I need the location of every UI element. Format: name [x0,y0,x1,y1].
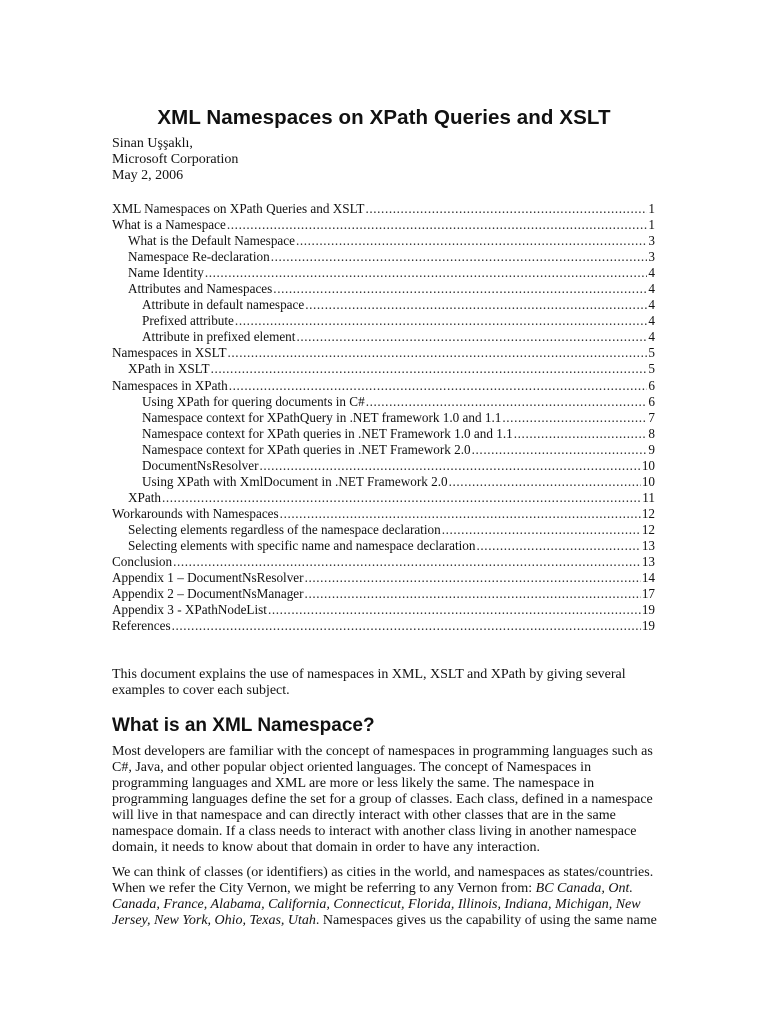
toc-entry-title: Namespace Re-declaration [128,249,270,265]
toc-entry[interactable] [112,522,655,538]
toc-entry-title: XPath [128,489,161,505]
toc-entry-title: Namespace context for XPathQuery in .NET framework 1.0 and 1.1 [142,409,502,425]
toc-entry-title: Appendix 2 – DocumentNsManager [112,586,304,602]
toc-entry[interactable] [112,329,655,345]
toc-page-number: 10 [641,457,655,473]
toc-dot-leader [305,570,641,586]
toc-page-number: 11 [642,489,655,505]
toc-entry[interactable] [112,297,655,313]
paragraph-line: Most developers are familiar with the concept of namespaces in programming languages such as [112,744,653,759]
paragraph-line: C#, Java, and other popular object oriented languages. The concept of Namespaces in [112,760,592,775]
toc-entry-title: Selecting elements regardless of the namespace declaration [128,521,441,537]
toc-entry-title: Workarounds with Namespaces [112,505,279,521]
toc-entry[interactable] [112,361,655,377]
toc-entry-title: Conclusion [112,554,173,570]
toc-entry-title: Prefixed attribute [142,313,234,329]
toc-entry[interactable] [112,554,655,570]
toc-entry-title: Selecting elements with specific name and namespace declaration [128,537,476,553]
toc-dot-leader [205,265,648,281]
toc-page-number: 19 [641,618,655,634]
toc-entry[interactable] [112,378,655,394]
toc-page-number: 6 [648,393,655,409]
toc-dot-leader [268,602,641,618]
place-list-italic: Canada, France, Alabama, California, Connecticut, Florida, Illinois, Indiana, Michigan, New [112,897,641,912]
toc-entry[interactable] [112,570,655,586]
toc-page-number: 5 [648,361,655,377]
toc-entry-title: Attribute in default namespace [142,297,305,313]
toc-page-number: 8 [648,425,655,441]
document-date: May 2, 2006 [112,168,184,183]
paragraph-line [112,881,658,897]
toc-page-number: 3 [648,233,655,249]
toc-entry[interactable] [112,345,655,361]
toc-dot-leader [273,281,647,297]
toc-dot-leader [365,201,647,217]
toc-dot-leader [172,618,641,634]
toc-page-number: 12 [641,505,655,521]
toc-page-number: 13 [641,554,655,570]
toc-entry[interactable] [112,506,655,522]
toc-page-number: 6 [648,377,655,393]
toc-entry-title: Namespace context for XPath queries in .NET Framework 2.0 [142,441,471,457]
toc-entry[interactable] [112,265,655,281]
toc-entry[interactable] [112,410,655,426]
toc-dot-leader [514,426,648,442]
toc-dot-leader [235,313,647,329]
toc-dot-leader [162,490,641,506]
toc-page-number: 4 [648,281,655,297]
toc-dot-leader [211,361,648,377]
toc-entry[interactable] [112,602,655,618]
toc-entry[interactable] [112,586,655,602]
toc-page-number: 9 [648,441,655,457]
toc-page-number: 12 [641,521,655,537]
toc-entry-title: Namespace context for XPath queries in .NET Framework 1.0 and 1.1 [142,425,513,441]
toc-dot-leader [259,458,640,474]
toc-entry[interactable] [112,538,655,554]
place-list-italic: Jersey, New York, Ohio, Texas, Utah [112,913,316,928]
author-name: Sinan Uşşaklı, [112,136,193,151]
paragraph-line: will live in that namespace and can directly interact with other classes that are in the same [112,808,616,823]
toc-entry[interactable] [112,458,655,474]
author-organization: Microsoft Corporation [112,152,239,167]
toc-entry[interactable] [112,474,655,490]
toc-entry-title: XPath in XSLT [128,361,210,377]
toc-dot-leader [305,586,641,602]
toc-entry[interactable] [112,281,655,297]
table-of-contents [112,201,655,634]
toc-dot-leader [472,442,648,458]
paragraph-line: namespace domain. If a class needs to interact with another class living in another namespace [112,824,637,839]
toc-dot-leader [296,329,647,345]
toc-entry[interactable] [112,233,655,249]
toc-entry[interactable] [112,217,655,233]
toc-entry[interactable] [112,490,655,506]
toc-entry[interactable] [112,313,655,329]
toc-dot-leader [305,297,647,313]
toc-entry-title: Appendix 1 – DocumentNsResolver [112,570,304,586]
intro-line: examples to cover each subject. [112,683,290,698]
paragraph-line: programming languages and XML are more or less likely the same. The namespace in [112,776,595,791]
toc-dot-leader [227,217,648,233]
toc-entry-title: DocumentNsResolver [142,457,259,473]
paragraph-line: We can think of classes (or identifiers) as cities in the world, and namespaces as states/countries. [112,865,654,880]
toc-entry[interactable] [112,442,655,458]
paragraph-line: domain, it needs to know about that domain in order to have any interaction. [112,840,541,855]
toc-dot-leader [228,345,648,361]
toc-page-number: 19 [641,602,655,618]
intro-paragraph [112,667,658,699]
paragraph-text: When we refer the City Vernon, we might be referring to any Vernon from: [112,881,536,896]
paragraph-line: programming languages define the set for a group of classes. Each class, defined in a namespace [112,792,653,807]
toc-page-number: 4 [648,265,655,281]
toc-entry-title: Namespaces in XPath [112,377,228,393]
toc-entry[interactable] [112,249,655,265]
toc-page-number: 10 [641,473,655,489]
toc-page-number: 4 [648,329,655,345]
toc-entry-title: Using XPath for quering documents in C# [142,393,365,409]
toc-page-number: 4 [648,297,655,313]
toc-entry[interactable] [112,201,655,217]
toc-dot-leader [366,394,648,410]
toc-dot-leader [229,378,648,394]
toc-page-number: 14 [641,570,655,586]
paragraph-text: . Namespaces gives us the capability of using the same name [315,913,657,928]
toc-page-number: 3 [648,249,655,265]
toc-dot-leader [271,249,648,265]
section-paragraph-2 [112,865,658,929]
toc-entry[interactable] [112,618,655,634]
toc-entry-title: Namespaces in XSLT [112,345,227,361]
toc-page-number: 1 [648,201,655,216]
toc-entry-title: Attributes and Namespaces [128,281,273,297]
document-title: XML Namespaces on XPath Queries and XSLT [157,106,611,129]
toc-entry-title: Using XPath with XmlDocument in .NET Framework 2.0 [142,473,448,489]
toc-dot-leader [502,410,647,426]
toc-entry-title: References [112,618,171,634]
toc-entry-title: What is the Default Namespace [128,233,295,249]
toc-dot-leader [449,474,641,490]
toc-page-number: 7 [648,409,655,425]
toc-entry-title: XML Namespaces on XPath Queries and XSLT [112,201,365,216]
toc-entry-title: Attribute in prefixed element [142,329,296,345]
toc-page-number: 13 [641,537,655,553]
toc-dot-leader [477,538,641,554]
paragraph-line [112,913,658,929]
toc-page-number: 1 [648,217,655,233]
section-heading: What is an XML Namespace? [112,715,375,736]
toc-dot-leader [280,506,641,522]
toc-dot-leader [296,233,647,249]
toc-entry[interactable] [112,426,655,442]
intro-line: This document explains the use of namespaces in XML, XSLT and XPath by giving several [112,667,626,682]
place-list-italic: BC Canada, Ont. [535,881,633,896]
toc-entry-title: Appendix 3 - XPathNodeList [112,602,267,618]
toc-entry[interactable] [112,394,655,410]
toc-page-number: 4 [648,313,655,329]
toc-dot-leader [173,554,641,570]
toc-page-number: 17 [641,586,655,602]
toc-page-number: 5 [648,345,655,361]
section-paragraph-1 [112,744,658,856]
toc-entry-title: Name Identity [128,265,204,281]
toc-entry-title: What is a Namespace [112,217,226,233]
toc-dot-leader [442,522,641,538]
